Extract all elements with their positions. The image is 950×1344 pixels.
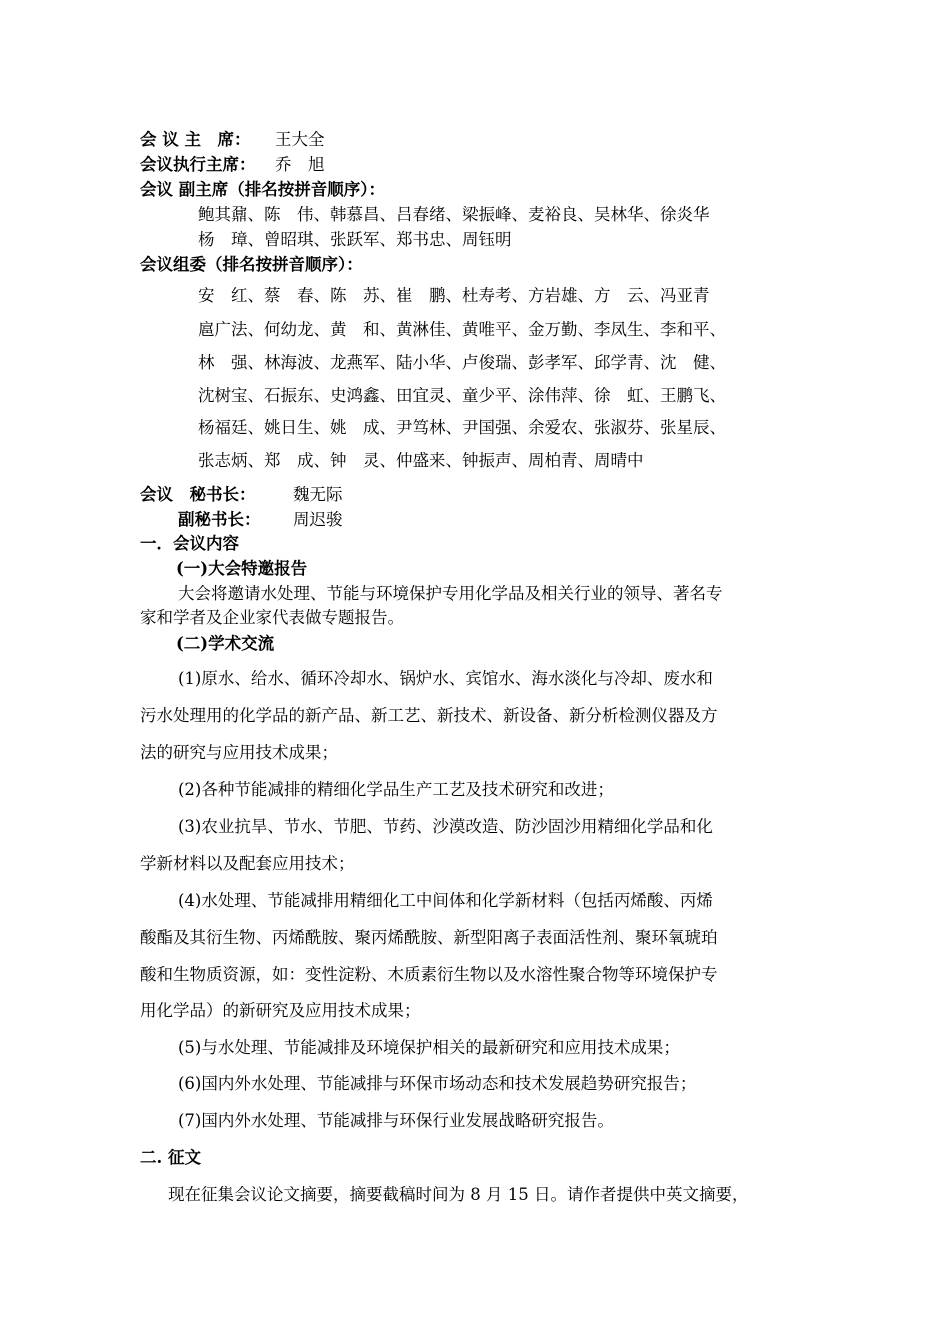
paragraph-line: 污水处理用的化学品的新产品、新工艺、新技术、新设备、新分析检测仪器及方 (140, 706, 718, 725)
sub2-heading: (二)学术交流 (176, 634, 275, 653)
chair-label: 会 议 主 席： (140, 130, 251, 149)
paragraph-line: 现在征集会议论文摘要，摘要截稿时间为 8 月 15 日。请作者提供中英文摘要， (168, 1185, 749, 1204)
members-label: 会议组委（排名按拼音顺序）： (140, 255, 363, 274)
exec-chair-name: 乔 旭 (275, 155, 325, 174)
paragraph-line: 大会将邀请水处理、节能与环境保护专用化学品及相关行业的领导、著名专 (178, 584, 723, 603)
paragraph-line: (2)各种节能减排的精细化学品生产工艺及技术研究和改进； (178, 780, 614, 799)
section2-heading: 二. 征文 (140, 1148, 201, 1167)
section1-heading: 一．会议内容 (140, 534, 239, 553)
deputy-secretary-label: 副秘书长： (178, 510, 261, 529)
members-line: 杨福廷、姚日生、姚 成、尹笃林、尹国强、余爱农、张淑芬、张星辰、 (198, 418, 726, 437)
paragraph-line: 酸和生物质资源，如：变性淀粉、木质素衍生物以及水溶性聚合物等环境保护专 (140, 965, 718, 984)
paragraph-line: 家和学者及企业家代表做专题报告。 (140, 608, 404, 627)
paragraph-line: (3)农业抗旱、节水、节肥、节药、沙漠改造、防沙固沙用精细化学品和化 (178, 817, 713, 836)
deputy-secretary-name: 周迟骏 (293, 510, 343, 529)
paragraph-line: (4)水处理、节能减排用精细化工中间体和化学新材料（包括丙烯酸、丙烯 (178, 891, 713, 910)
secretary-general-name: 魏无际 (293, 485, 343, 504)
paragraph-line: (5)与水处理、节能减排及环境保护相关的最新研究和应用技术成果； (178, 1038, 680, 1057)
vice-chair-line: 鲍其鼐、陈 伟、韩慕昌、吕春绪、梁振峰、麦裕良、吴林华、徐炎华 (198, 205, 710, 224)
paragraph-line: 酸酯及其衍生物、丙烯酰胺、聚丙烯酰胺、新型阳离子表面活性剂、聚环氧琥珀 (140, 928, 718, 947)
vice-chair-label: 会议 副主席（排名按拼音顺序）： (140, 180, 385, 199)
members-line: 扈广法、何幼龙、黄 和、黄淋佳、黄唯平、金万勤、李凤生、李和平、 (198, 320, 726, 339)
members-line: 安 红、蔡 春、陈 苏、崔 鹏、杜寿考、方岩雄、方 云、冯亚青 (198, 286, 710, 305)
paragraph-line: 用化学品）的新研究及应用技术成果； (140, 1001, 421, 1020)
sub1-heading: (一)大会特邀报告 (176, 559, 308, 578)
chair-name: 王大全 (275, 130, 325, 149)
vice-chair-line: 杨 璋、曾昭琪、张跃军、郑书忠、周钰明 (198, 230, 512, 249)
members-line: 张志炳、郑 成、钟 灵、仲盛来、钟振声、周柏青、周晴中 (198, 451, 644, 470)
paragraph-line: (1)原水、给水、循环冷却水、锅炉水、宾馆水、海水淡化与冷却、废水和 (178, 669, 713, 688)
secretary-general-label: 会议 秘书长： (140, 485, 256, 504)
paragraph-line: 学新材料以及配套应用技术； (140, 854, 355, 873)
members-line: 林 强、林海波、龙燕军、陆小华、卢俊瑞、彭孝军、邱学青、沈 健、 (198, 353, 726, 372)
paragraph-line: (6)国内外水处理、节能减排与环保市场动态和技术发展趋势研究报告； (178, 1074, 697, 1093)
paragraph-line: (7)国内外水处理、节能减排与环保行业发展战略研究报告。 (178, 1111, 614, 1130)
members-line: 沈树宝、石振东、史鸿鑫、田宜灵、童少平、涂伟萍、徐 虹、王鹏飞、 (198, 386, 726, 405)
paragraph-line: 法的研究与应用技术成果； (140, 743, 338, 762)
exec-chair-label: 会议执行主席： (140, 155, 256, 174)
